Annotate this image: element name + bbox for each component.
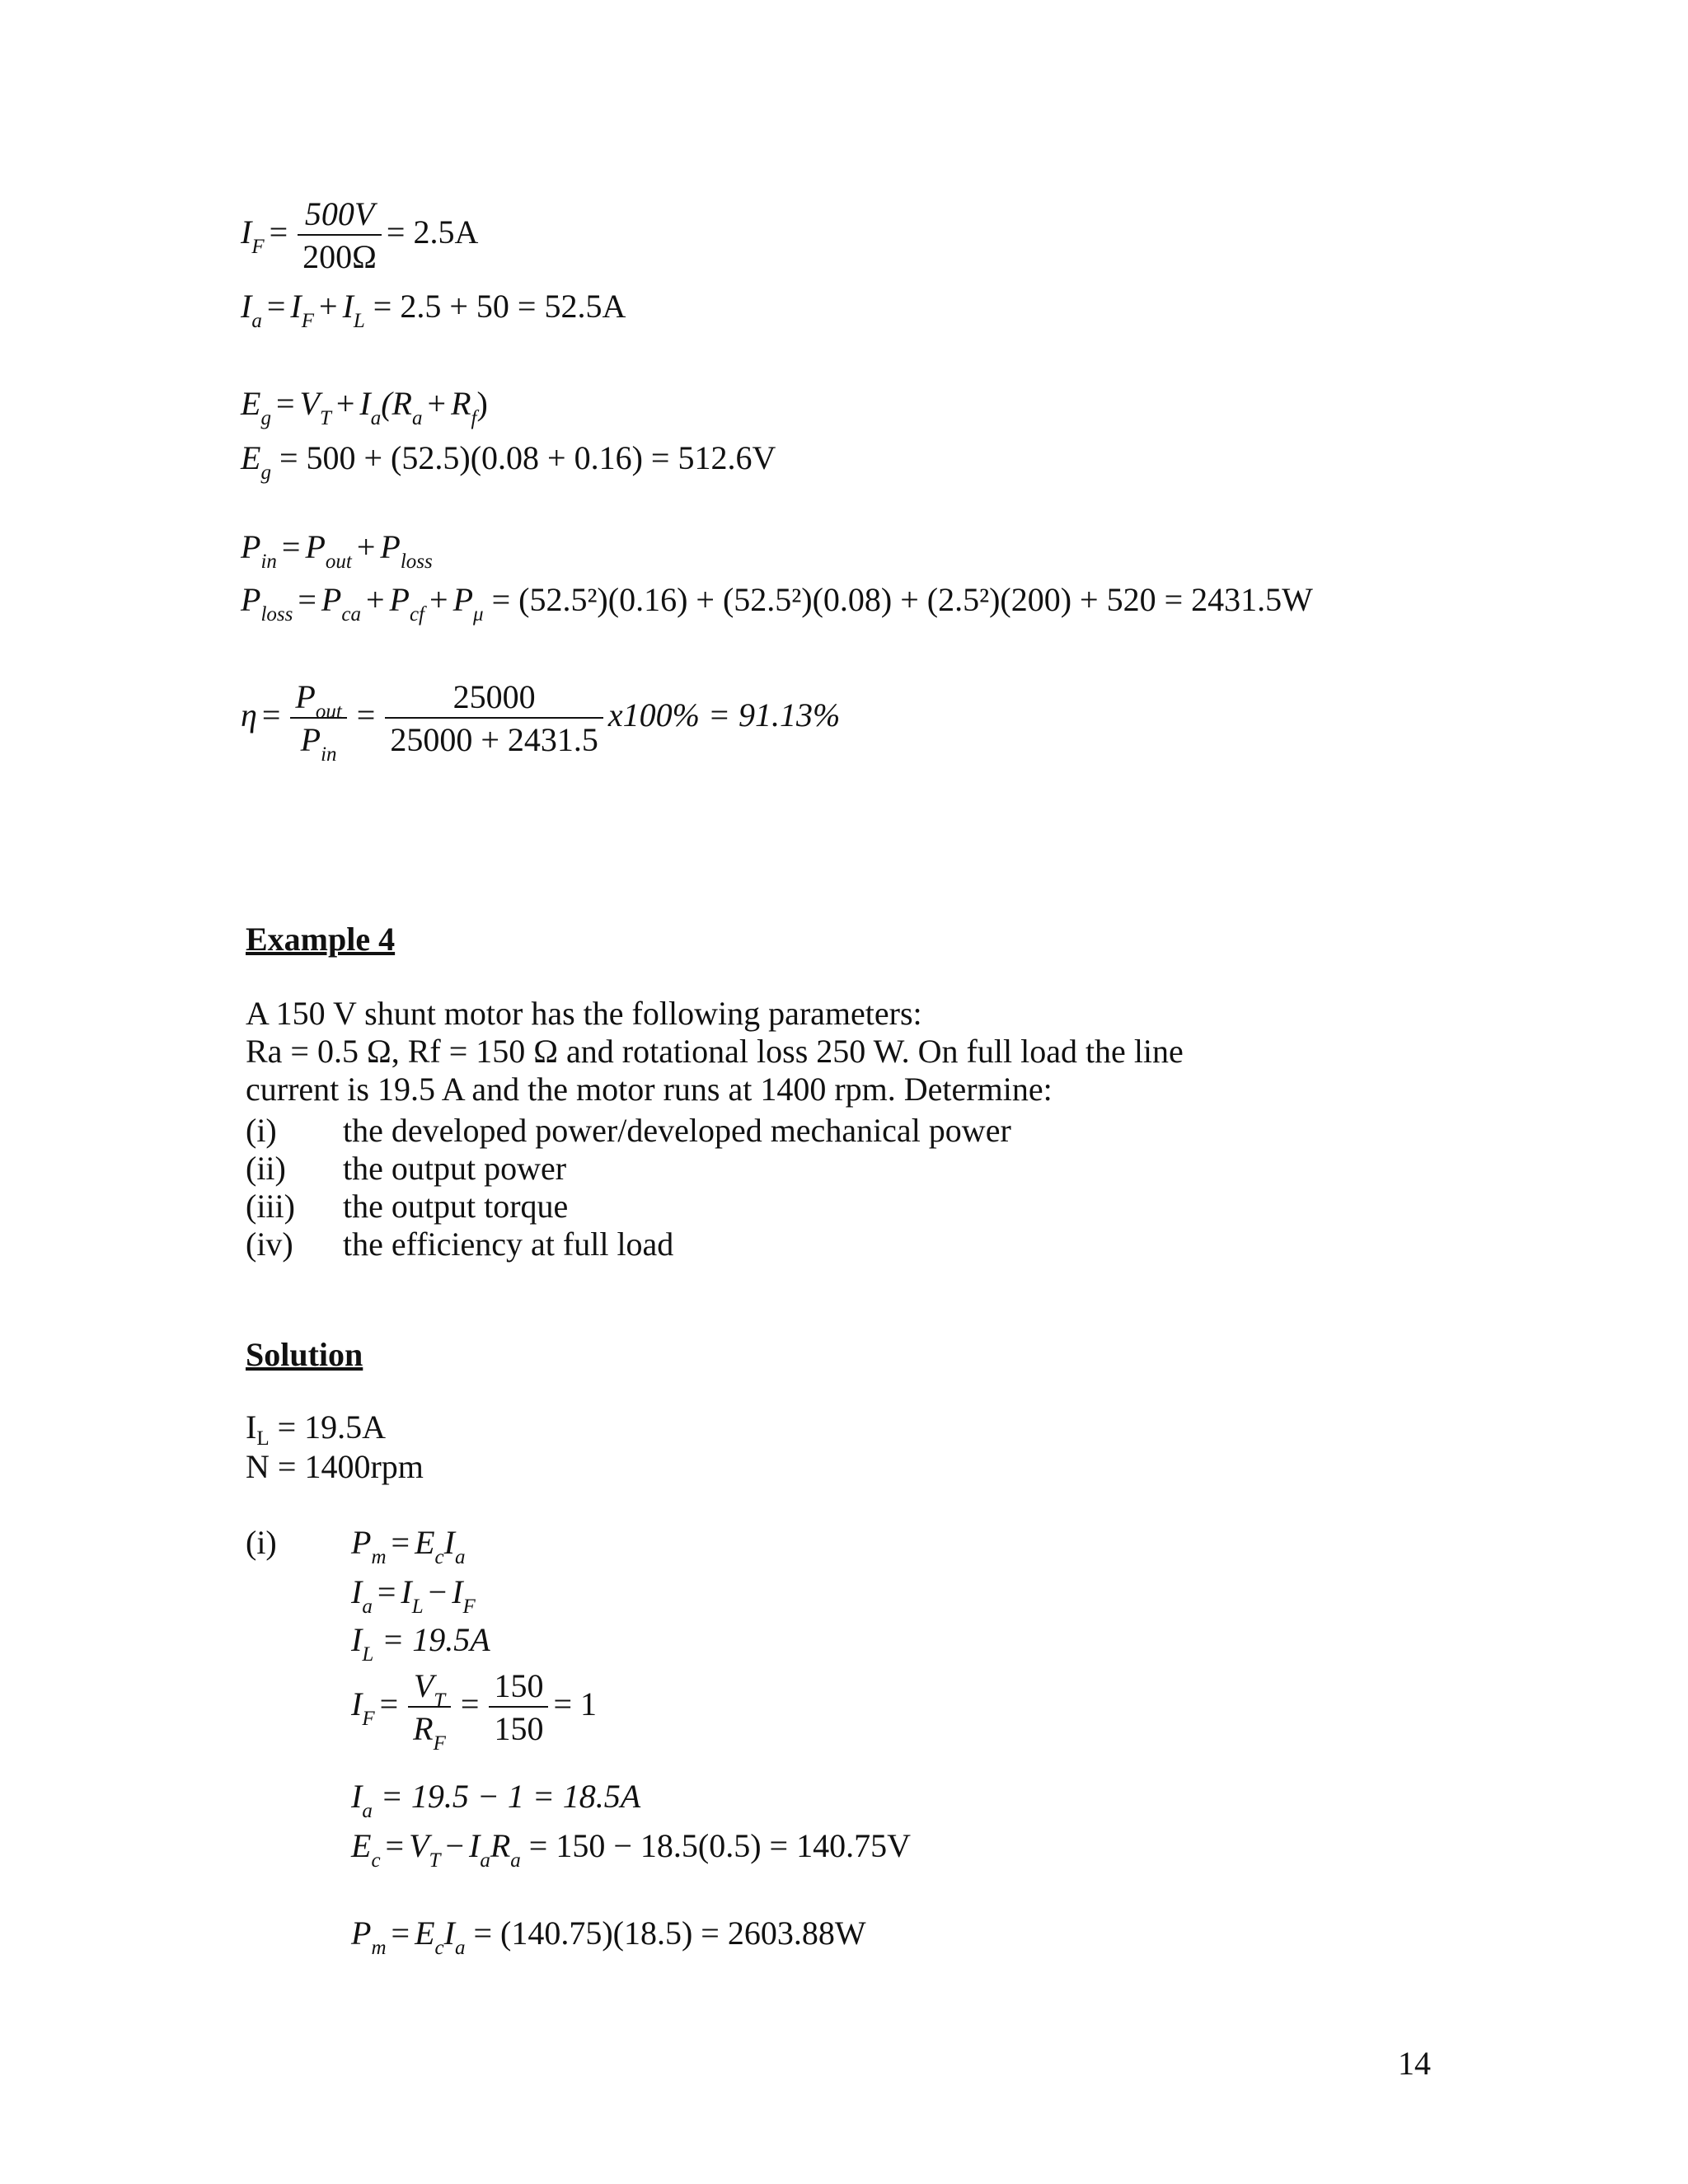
equation-rhs: = 500 + (52.5)(0.08 + 0.16) = 512.6V bbox=[279, 439, 776, 476]
equation-rhs: = 150 − 18.5(0.5) = 140.75V bbox=[528, 1827, 911, 1864]
subscript-l: L bbox=[256, 1427, 270, 1450]
fraction-efficiency bbox=[385, 678, 603, 758]
equation-eg-value: $E_g = 500 + (52.5)(0.08 + 0.16) = 512.6V$ bbox=[241, 439, 776, 484]
fraction-vt-rf: $\frac{V_T}{R_F}$ bbox=[408, 1670, 451, 1746]
equation-rhs: (R bbox=[381, 385, 412, 422]
list-item-number: (ii) bbox=[246, 1150, 286, 1187]
solution-n-line: N = 1400rpm bbox=[246, 1448, 424, 1485]
equation-rhs: = (52.5²)(0.16) + (52.5²)(0.08) + (2.5²)(200) + 520 = 2431.5W bbox=[491, 581, 1313, 618]
list-item-number: (i) bbox=[246, 1112, 277, 1149]
solution-heading: Solution bbox=[246, 1336, 363, 1373]
fraction-pout-pin: $\frac{P_{out}}{P_{in}}$ bbox=[290, 681, 346, 757]
list-item-text: the output torque bbox=[343, 1188, 569, 1225]
list-item bbox=[246, 1111, 1011, 1150]
equation-rhs: = 2.5A bbox=[386, 213, 479, 251]
part-label: (i) bbox=[246, 1524, 277, 1561]
symbol-v: V bbox=[413, 1667, 434, 1704]
list-item-number: (iv) bbox=[246, 1226, 293, 1263]
fraction-if-numeric bbox=[489, 1667, 548, 1747]
list-item bbox=[246, 1225, 673, 1263]
list-item bbox=[246, 1187, 568, 1226]
example-paragraph-line: A 150 V shunt motor has the following parameters: bbox=[246, 995, 922, 1032]
equation-rhs: = 19.5 − 1 = 18.5A bbox=[380, 1778, 641, 1815]
equation-rhs: = (140.75)(18.5) = 2603.88W bbox=[473, 1915, 866, 1952]
list-item-text: the developed power/developed mechanical power bbox=[343, 1112, 1011, 1149]
fraction-numerator: 150 bbox=[489, 1670, 548, 1708]
equation-ia: $I_a = I_F + I_L = 2.5 + 50 = 52.5A$ bbox=[241, 288, 626, 332]
example-paragraph-line: Ra = 0.5 Ω, Rf = 150 Ω and rotational loss 250 W. On full load the line bbox=[246, 1033, 1184, 1070]
equation-rhs: x100% = 91.13% bbox=[607, 696, 841, 734]
equation-il-value: $I_L = 19.5A$ bbox=[351, 1621, 490, 1666]
equation-pm-general: $P_m = E_cI_a$ bbox=[351, 1524, 466, 1568]
equation-if-value: $I_F$ = $\frac{V_T}{R_F}$ = $\frac{150}{150}$ = 1 bbox=[351, 1667, 598, 1755]
equation-rhs: = 19.5A bbox=[382, 1621, 490, 1658]
list-item-text: the efficiency at full load bbox=[343, 1226, 674, 1263]
fraction-numerator: 500V bbox=[298, 198, 382, 236]
equation-ia-value: $I_a = 19.5 - 1 = 18.5A$ bbox=[351, 1778, 641, 1822]
fraction-numerator: 25000 bbox=[385, 681, 603, 719]
fraction-denominator: 150 bbox=[494, 1710, 544, 1747]
equation-efficiency: η = $\frac{P_{out}}{P_{in}}$ = $\frac{25000}{25000 + 2431.5}$ x100% = 91.13% bbox=[241, 678, 841, 766]
page-number: 14 bbox=[1398, 2045, 1431, 2082]
fraction-denominator: 200Ω bbox=[302, 238, 377, 275]
fraction-if bbox=[298, 195, 382, 275]
example-paragraph-line: current is 19.5 A and the motor runs at 1400 rpm. Determine: bbox=[246, 1071, 1053, 1108]
equation-ec-value: $E_c = V_T - I_aR_a = 150 - 18.5(0.5) = 140.75V$ bbox=[351, 1827, 911, 1872]
symbol-i: I bbox=[246, 1408, 257, 1446]
list-item-number: (iii) bbox=[246, 1188, 295, 1225]
equation-pm-value: $P_m = E_cI_a = (140.75)(18.5) = 2603.88W$ bbox=[351, 1915, 866, 1959]
equation-rhs: = 2.5 + 50 = 52.5A bbox=[373, 288, 626, 325]
equation-pin: $P_{in} = P_{out} + P_{loss}$ bbox=[241, 528, 433, 573]
equation-eg-general: $E_g = V_T + I_a(R_a + R_f)$ bbox=[241, 385, 488, 429]
list-item bbox=[246, 1149, 566, 1188]
equation-ploss: $P_{loss} = P_{ca} + P_{cf} + P_\mu = (52.5^2)(0.16) + (52.5^2)(0.08) + (2.5^2)(200) + 520 = 2431.5W$ bbox=[241, 581, 1313, 626]
equation-rhs: = 1 bbox=[553, 1685, 598, 1723]
il-value: = 19.5A bbox=[269, 1408, 387, 1446]
equation-ia-general: $I_a = I_L - I_F$ bbox=[351, 1573, 476, 1618]
list-item-text: the output power bbox=[343, 1150, 567, 1187]
example-heading: Example 4 bbox=[246, 921, 396, 958]
solution-il-line bbox=[246, 1408, 387, 1450]
equation-if: $I_F$ = $\frac{500V}{200\Omega}$ = 2.5A bbox=[241, 195, 479, 275]
fraction-denominator: 25000 + 2431.5 bbox=[390, 721, 598, 758]
